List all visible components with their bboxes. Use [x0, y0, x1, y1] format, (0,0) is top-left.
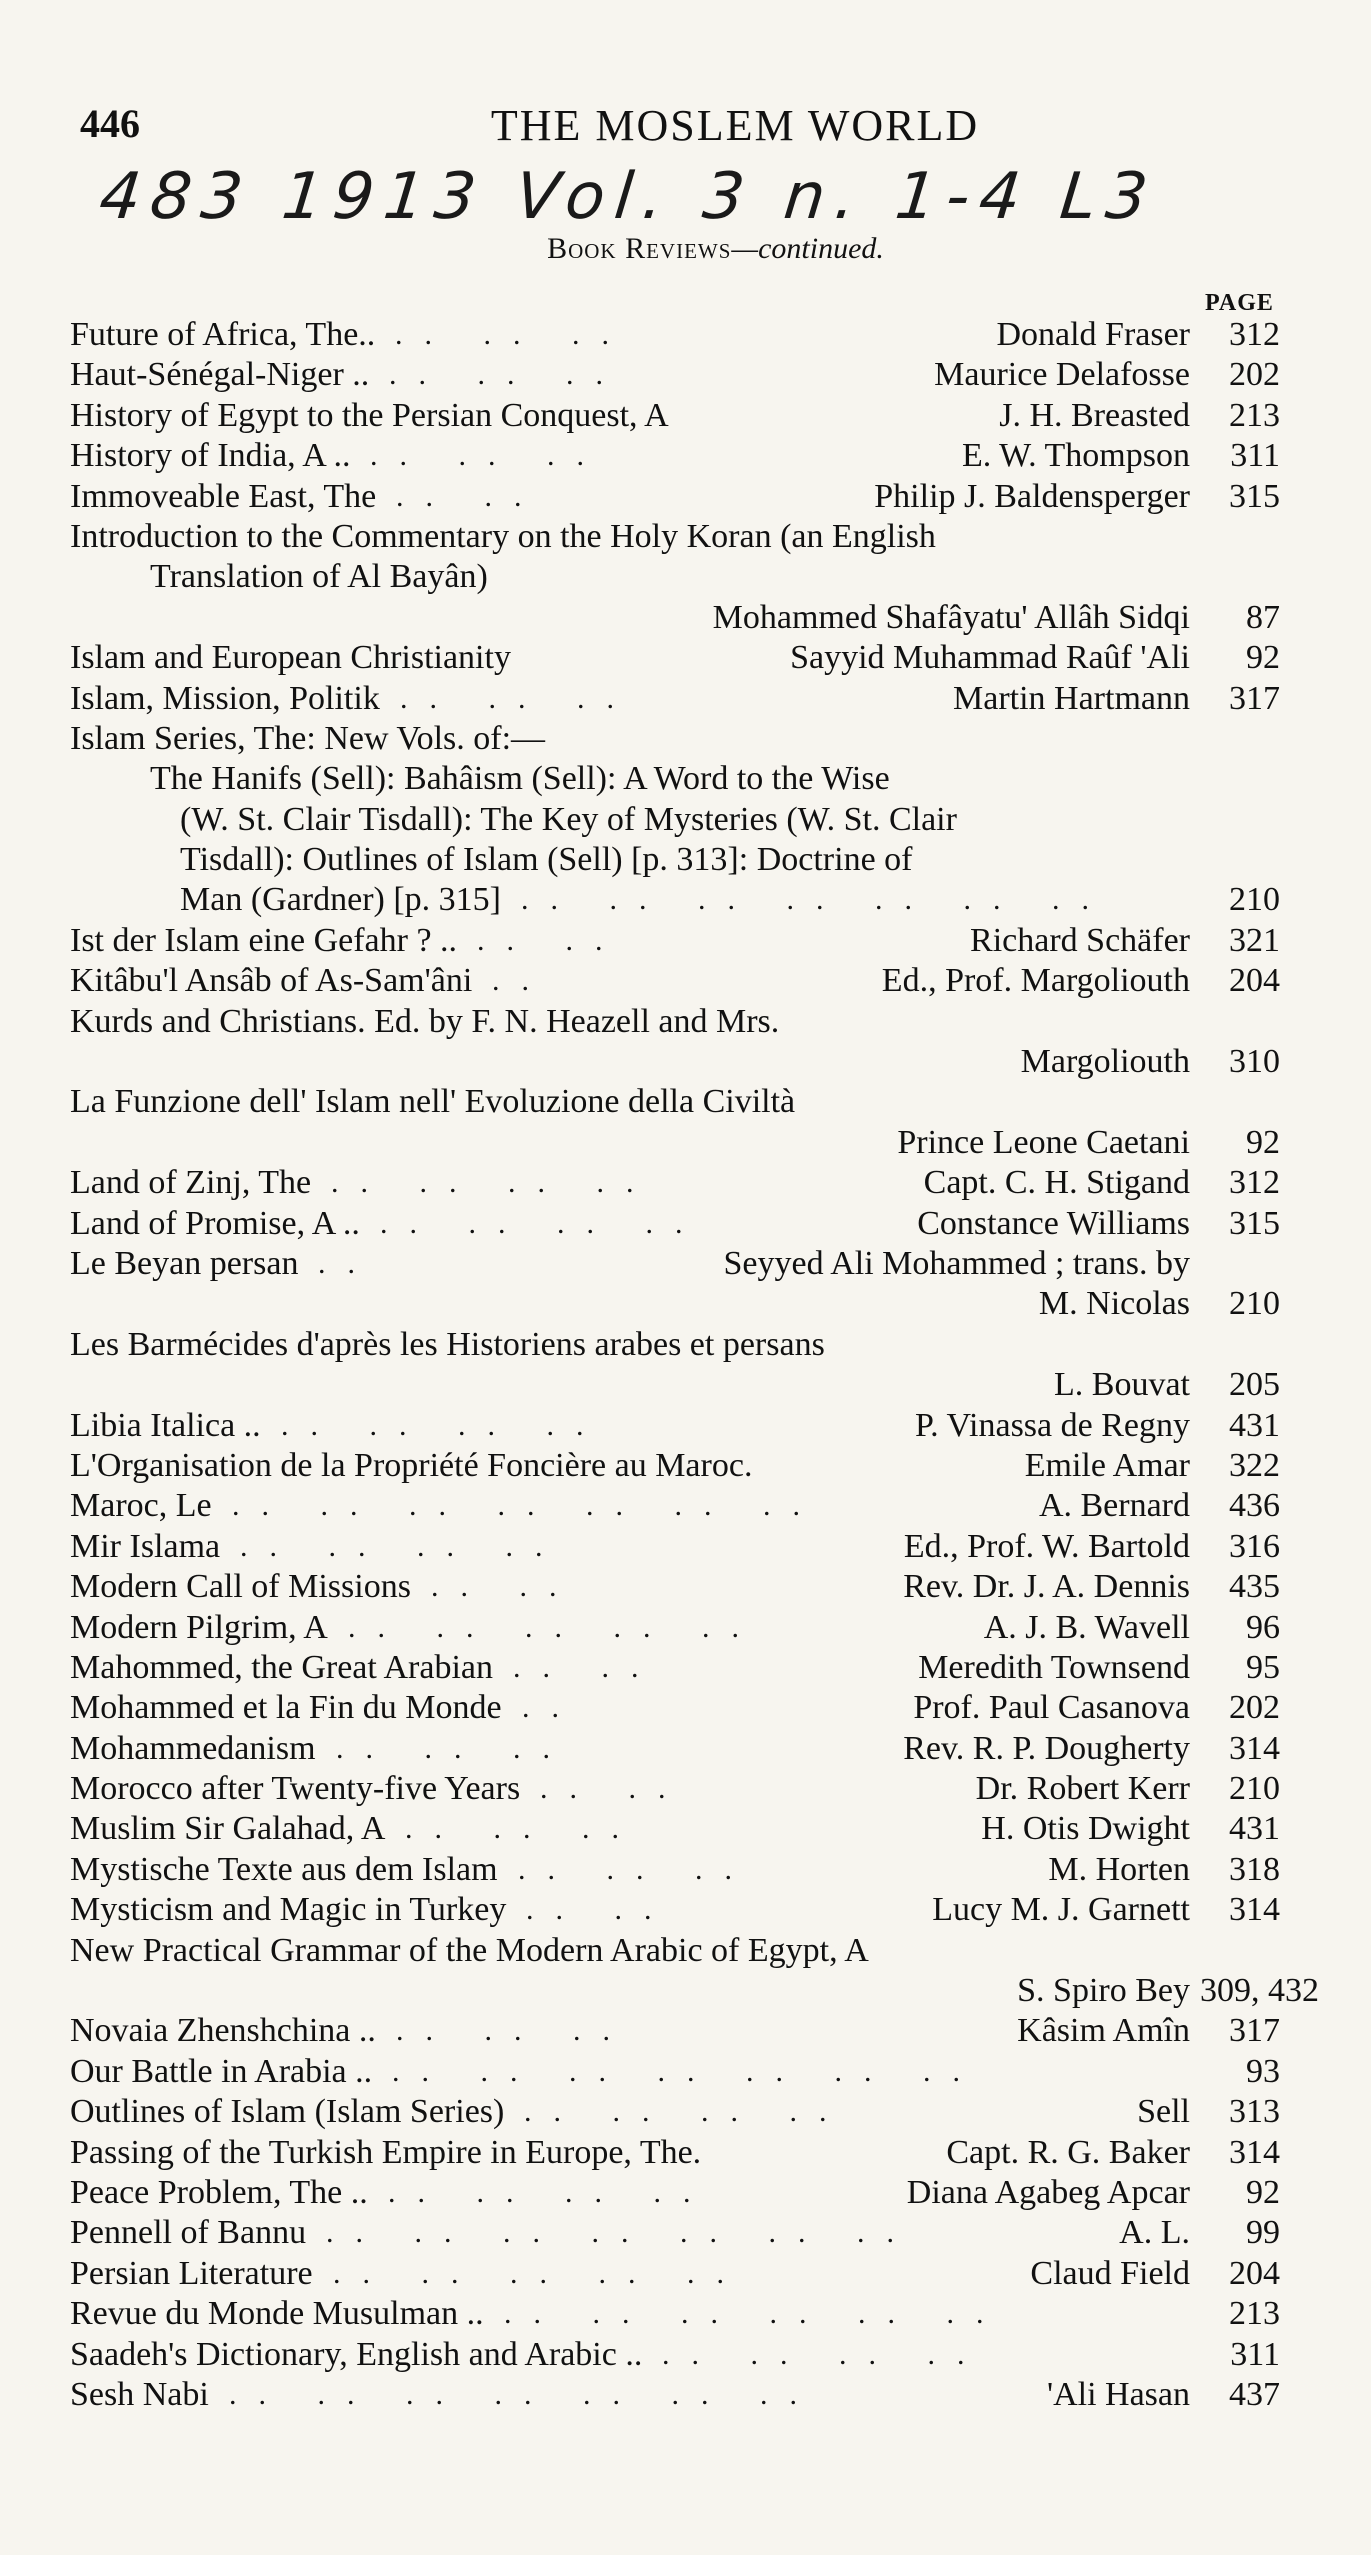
running-title: THE MOSLEM WORLD	[490, 101, 980, 150]
index-entry	[70, 1163, 1280, 1203]
entry-title: Saadeh's Dictionary, English and Arabic ..	[70, 2335, 643, 2373]
entry-author: S. Spiro Bey	[1017, 1972, 1190, 2010]
entry-page-number: 317	[1229, 679, 1280, 717]
entry-title: Man (Gardner) [p. 315]	[180, 881, 501, 919]
entry-author: Prof. Paul Casanova	[913, 1689, 1190, 1727]
entry-title: Mystische Texte aus dem Islam	[70, 1850, 498, 1888]
entry-title: The Hanifs (Sell): Bahâism (Sell): A Word to the Wise	[150, 760, 890, 798]
index-entry	[70, 2213, 1280, 2253]
entry-page-number: 210	[1229, 881, 1280, 919]
entry-title: Immoveable East, The	[70, 477, 377, 515]
entry-author: Diana Agabeg Apcar	[906, 2173, 1190, 2211]
entry-leader-dots: .. .. .. ..	[380, 1206, 705, 1240]
entry-page-number: 312	[1229, 1164, 1280, 1202]
index-entry	[70, 557, 1280, 597]
index-entry	[70, 1244, 1280, 1284]
entry-author: H. Otis Dwight	[981, 1810, 1190, 1848]
entry-title: Ist der Islam eine Gefahr ? ..	[70, 921, 458, 959]
index-entry	[70, 759, 1280, 799]
entry-author: J. H. Breasted	[999, 396, 1190, 434]
entry-title: Mysticism and Magic in Turkey	[70, 1891, 507, 1929]
entry-leader-dots: .. .. ..	[389, 358, 625, 392]
entry-author: Ed., Prof. Margoliouth	[881, 962, 1190, 1000]
entry-page-number: 315	[1229, 1204, 1280, 1242]
entry-author: Ed., Prof. W. Bartold	[903, 1527, 1190, 1565]
index-entry	[70, 1850, 1280, 1890]
entry-title: Our Battle in Arabia ..	[70, 2052, 373, 2090]
entry-title: Introduction to the Commentary on the Holy Koran (an English	[70, 517, 936, 555]
entry-title: Islam and European Christianity	[70, 639, 511, 677]
entry-leader-dots: .. .. .. .. .. .. ..	[521, 883, 1111, 917]
index-entry	[70, 1284, 1280, 1324]
entry-title: Haut-Sénégal-Niger ..	[70, 356, 370, 394]
entry-author: L. Bouvat	[1054, 1366, 1190, 1404]
entry-author: A. Bernard	[1038, 1487, 1190, 1525]
section-heading-main: Book Reviews	[547, 232, 732, 265]
entry-page-number: 309, 432	[1200, 1972, 1319, 2010]
entry-author: Kâsim Amîn	[1017, 2012, 1190, 2050]
entry-title: Muslim Sir Galahad, A	[70, 1810, 386, 1848]
entry-title: La Funzione dell' Islam nell' Evoluzione della Civiltà	[70, 1083, 796, 1121]
index-entry	[70, 719, 1280, 759]
entry-title: Islam Series, The: New Vols. of:—	[70, 719, 546, 757]
entry-title: Les Barmécides d'après les Historiens arabes et persans	[70, 1325, 825, 1363]
entry-leader-dots: .. .. .. ..	[524, 2095, 849, 2129]
entry-leader-dots: .. .. .. .. .. .. ..	[229, 2377, 819, 2411]
entry-author: A. J. B. Wavell	[983, 1608, 1190, 1646]
page-column-label: PAGE	[1205, 290, 1274, 316]
entry-title: Tisdall): Outlines of Islam (Sell) [p. 313]: Doctrine of	[180, 841, 913, 879]
entry-title: Mohammed et la Fin du Monde	[70, 1689, 502, 1727]
entry-title: New Practical Grammar of the Modern Arabic of Egypt, A	[70, 1931, 869, 1969]
entry-title: Morocco after Twenty-five Years	[70, 1770, 521, 1808]
entry-page-number: 96	[1246, 1608, 1280, 1646]
entry-page-number: 204	[1229, 2254, 1280, 2292]
entry-title: Land of Promise, A ..	[70, 1204, 360, 1242]
index-entry	[70, 638, 1280, 678]
index-entry	[70, 1890, 1280, 1930]
entry-title: Translation of Al Bayân)	[150, 558, 488, 596]
index-entry	[70, 2092, 1280, 2132]
entry-author: Rev. Dr. J. A. Dennis	[903, 1568, 1190, 1606]
entry-author: Martin Hartmann	[953, 679, 1190, 717]
entry-leader-dots: .. .. ..	[518, 1852, 754, 1886]
entry-page-number: 311	[1230, 437, 1280, 475]
entry-page-number: 99	[1246, 2214, 1280, 2252]
index-entry	[70, 396, 1280, 436]
entry-author: Margoliouth	[1020, 1043, 1190, 1081]
entry-leader-dots: .. .. ..	[370, 439, 606, 473]
entry-author: Seyyed Ali Mohammed ; trans. by	[723, 1244, 1190, 1282]
entry-page-number: 92	[1246, 639, 1280, 677]
index-entry	[70, 1567, 1280, 1607]
entry-leader-dots: .. .. .. ..	[331, 1166, 656, 1200]
index-entry	[70, 2375, 1280, 2415]
entry-author: Donald Fraser	[996, 316, 1190, 353]
section-heading	[0, 232, 1371, 266]
entry-title: Kurds and Christians. Ed. by F. N. Heazell and Mrs.	[70, 1002, 780, 1040]
entry-title: (W. St. Clair Tisdall): The Key of Mysteries (W. St. Clair	[180, 800, 957, 838]
index-entry	[70, 2052, 1280, 2092]
entry-title: Mir Islama	[70, 1527, 221, 1565]
entry-author: Lucy M. J. Garnett	[932, 1891, 1190, 1929]
entry-leader-dots: .. .. ..	[400, 681, 636, 715]
entry-page-number: 205	[1229, 1366, 1280, 1404]
entry-author: Mohammed Shafâyatu' Allâh Sidqi	[712, 598, 1190, 636]
entry-leader-dots: .. .. ..	[405, 1812, 641, 1846]
index-entry	[70, 2173, 1280, 2213]
entry-title: Kitâbu'l Ansâb of As-Sam'âni	[70, 962, 473, 1000]
index-entry	[70, 1325, 1280, 1365]
entry-author: Maurice Delafosse	[934, 356, 1190, 394]
index-entry	[70, 961, 1280, 1001]
entry-title: Sesh Nabi	[70, 2375, 209, 2413]
index-entry	[70, 1123, 1280, 1163]
entry-leader-dots: .. .. .. .. .. .. ..	[326, 2216, 916, 2250]
entry-title: Outlines of Islam (Islam Series)	[70, 2093, 505, 2131]
index-entry	[70, 1931, 1280, 1971]
entry-page-number: 437	[1229, 2375, 1280, 2413]
entry-page-number: 314	[1229, 1729, 1280, 1767]
index-entry	[70, 1365, 1280, 1405]
entry-leader-dots: .. .. .. ..	[240, 1529, 565, 1563]
entry-title: Mahommed, the Great Arabian	[70, 1648, 493, 1686]
entry-leader-dots: .. .. .. ..	[662, 2337, 987, 2371]
entry-page-number: 92	[1246, 1123, 1280, 1161]
entry-author: Capt. R. G. Baker	[946, 2133, 1190, 2171]
entry-author: Capt. C. H. Stigand	[923, 1164, 1190, 1202]
index-entry	[70, 1082, 1280, 1122]
review-index-list	[70, 315, 1319, 2415]
entry-title: Revue du Monde Musulman ..	[70, 2295, 484, 2333]
index-entry	[70, 2011, 1280, 2051]
index-entry	[70, 1971, 1319, 2011]
entry-leader-dots: .. .. ..	[336, 1731, 572, 1765]
entry-leader-dots: .. ..	[477, 923, 625, 957]
entry-page-number: 313	[1229, 2093, 1280, 2131]
entry-title: History of Egypt to the Persian Conquest, A	[70, 396, 669, 434]
index-entry	[70, 598, 1280, 638]
index-entry	[70, 1406, 1280, 1446]
entry-author: Meredith Townsend	[918, 1648, 1190, 1686]
index-entry	[70, 1527, 1280, 1567]
entry-page-number: 436	[1229, 1487, 1280, 1525]
entry-page-number: 210	[1229, 1770, 1280, 1808]
index-entry	[70, 1486, 1280, 1526]
entry-page-number: 310	[1229, 1043, 1280, 1081]
entry-page-number: 202	[1229, 1689, 1280, 1727]
entry-author: E. W. Thompson	[962, 437, 1190, 475]
entry-title: Persian Literature	[70, 2254, 313, 2292]
entry-title: Novaia Zhenshchina ..	[70, 2012, 376, 2050]
index-entry	[70, 517, 1280, 557]
index-entry	[70, 1729, 1280, 1769]
entry-leader-dots: .. .. .. ..	[388, 2175, 713, 2209]
entry-page-number: 317	[1229, 2012, 1280, 2050]
entry-page-number: 210	[1229, 1285, 1280, 1323]
entry-leader-dots: .. .. ..	[396, 2014, 632, 2048]
entry-author: Philip J. Baldensperger	[874, 477, 1190, 515]
entry-leader-dots: .. ..	[540, 1772, 688, 1806]
entry-title: Land of Zinj, The	[70, 1164, 312, 1202]
entry-title: Peace Problem, The ..	[70, 2173, 368, 2211]
entry-page-number: 314	[1229, 2133, 1280, 2171]
entry-page-number: 431	[1229, 1810, 1280, 1848]
entry-author: M. Horten	[1048, 1850, 1190, 1888]
index-entry	[70, 679, 1280, 719]
entry-leader-dots: .. .. .. .. .. ..	[504, 2297, 1006, 2331]
entry-page-number: 435	[1229, 1568, 1280, 1606]
entry-page-number: 431	[1229, 1406, 1280, 1444]
entry-page-number: 92	[1246, 2173, 1280, 2211]
entry-page-number: 213	[1229, 2295, 1280, 2333]
entry-author: P. Vinassa de Regny	[915, 1406, 1190, 1444]
entry-leader-dots: .. ..	[431, 1570, 579, 1604]
entry-page-number: 322	[1229, 1446, 1280, 1484]
entry-author: Dr. Robert Kerr	[975, 1770, 1190, 1808]
entry-leader-dots: .. ..	[526, 1893, 674, 1927]
index-entry	[70, 1688, 1280, 1728]
index-entry	[70, 1608, 1280, 1648]
entry-page-number: 314	[1229, 1891, 1280, 1929]
entry-author: Emile Amar	[1024, 1446, 1190, 1484]
entry-page-number: 321	[1229, 921, 1280, 959]
entry-leader-dots: .. .. .. .. .. .. ..	[232, 1489, 822, 1523]
index-entry	[70, 355, 1280, 395]
entry-page-number: 202	[1229, 356, 1280, 394]
entry-author: M. Nicolas	[1038, 1285, 1190, 1323]
index-entry	[70, 2254, 1280, 2294]
entry-title: Libia Italica ..	[70, 1406, 261, 1444]
entry-title: Maroc, Le	[70, 1487, 212, 1525]
entry-title: L'Organisation de la Propriété Foncière au Maroc.	[70, 1446, 753, 1484]
index-entry	[70, 880, 1280, 920]
entry-title: Future of Africa, The..	[70, 316, 376, 353]
entry-leader-dots: .. .. .. .. .. .. ..	[392, 2054, 982, 2088]
index-entry	[70, 1648, 1280, 1688]
entry-leader-dots: .. ..	[513, 1650, 661, 1684]
index-entry	[70, 1204, 1280, 1244]
entry-author: 'Ali Hasan	[1046, 2375, 1190, 2413]
entry-leader-dots: .. .. .. ..	[281, 1408, 606, 1442]
index-entry	[70, 1769, 1280, 1809]
index-entry	[70, 1042, 1280, 1082]
index-entry	[70, 1002, 1280, 1042]
section-heading-continued: —continued.	[731, 232, 884, 265]
index-entry	[70, 2133, 1280, 2173]
entry-author: A. L.	[1119, 2214, 1190, 2252]
entry-author: Prince Leone Caetani	[897, 1123, 1190, 1161]
entry-author: Claud Field	[1030, 2254, 1190, 2292]
entry-page-number: 93	[1246, 2052, 1280, 2090]
entry-title: Modern Call of Missions	[70, 1568, 411, 1606]
handwritten-annotation: 483 1913 Vol. 3 n. 1-4 L3	[96, 160, 1161, 234]
index-entry	[70, 2335, 1280, 2375]
entry-page-number: 315	[1229, 477, 1280, 515]
index-entry	[70, 1446, 1280, 1486]
entry-author: Sayyid Muhammad Raûf 'Ali	[790, 639, 1190, 677]
entry-title: Modern Pilgrim, A	[70, 1608, 328, 1646]
entry-author: Constance Williams	[917, 1204, 1190, 1242]
entry-title: Le Beyan persan	[70, 1244, 299, 1282]
page-header	[80, 100, 1280, 160]
entry-leader-dots: .. .. .. .. ..	[348, 1610, 761, 1644]
entry-title: Passing of the Turkish Empire in Europe, The.	[70, 2133, 702, 2171]
entry-page-number: 204	[1229, 962, 1280, 1000]
entry-page-number: 312	[1229, 316, 1280, 353]
entry-page-number: 318	[1229, 1850, 1280, 1888]
entry-page-number: 311	[1230, 2335, 1280, 2373]
entry-leader-dots: ..	[492, 964, 551, 998]
index-entry	[70, 477, 1280, 517]
entry-author: Richard Schäfer	[970, 921, 1190, 959]
entry-title: History of India, A ..	[70, 437, 351, 475]
entry-title: Mohammedanism	[70, 1729, 316, 1767]
page-number: 446	[80, 101, 140, 146]
entry-page-number: 316	[1229, 1527, 1280, 1565]
entry-page-number: 87	[1246, 598, 1280, 636]
index-entry	[70, 840, 1280, 880]
entry-leader-dots: .. ..	[396, 479, 544, 513]
index-entry	[70, 2294, 1280, 2334]
entry-author: Sell	[1137, 2093, 1190, 2131]
index-entry	[70, 921, 1280, 961]
entry-title: Islam, Mission, Politik	[70, 679, 380, 717]
index-entry	[70, 800, 1280, 840]
entry-leader-dots: .. .. ..	[395, 318, 631, 351]
entry-leader-dots: ..	[522, 1691, 581, 1725]
entry-leader-dots: .. .. .. .. ..	[333, 2256, 746, 2290]
entry-title: Pennell of Bannu	[70, 2214, 307, 2252]
index-entry	[70, 436, 1280, 476]
entry-page-number: 95	[1246, 1648, 1280, 1686]
entry-author: Rev. R. P. Dougherty	[903, 1729, 1190, 1767]
index-entry	[70, 1809, 1280, 1849]
entry-leader-dots: ..	[318, 1246, 377, 1280]
entry-page-number: 213	[1229, 396, 1280, 434]
index-entry	[70, 315, 1280, 355]
